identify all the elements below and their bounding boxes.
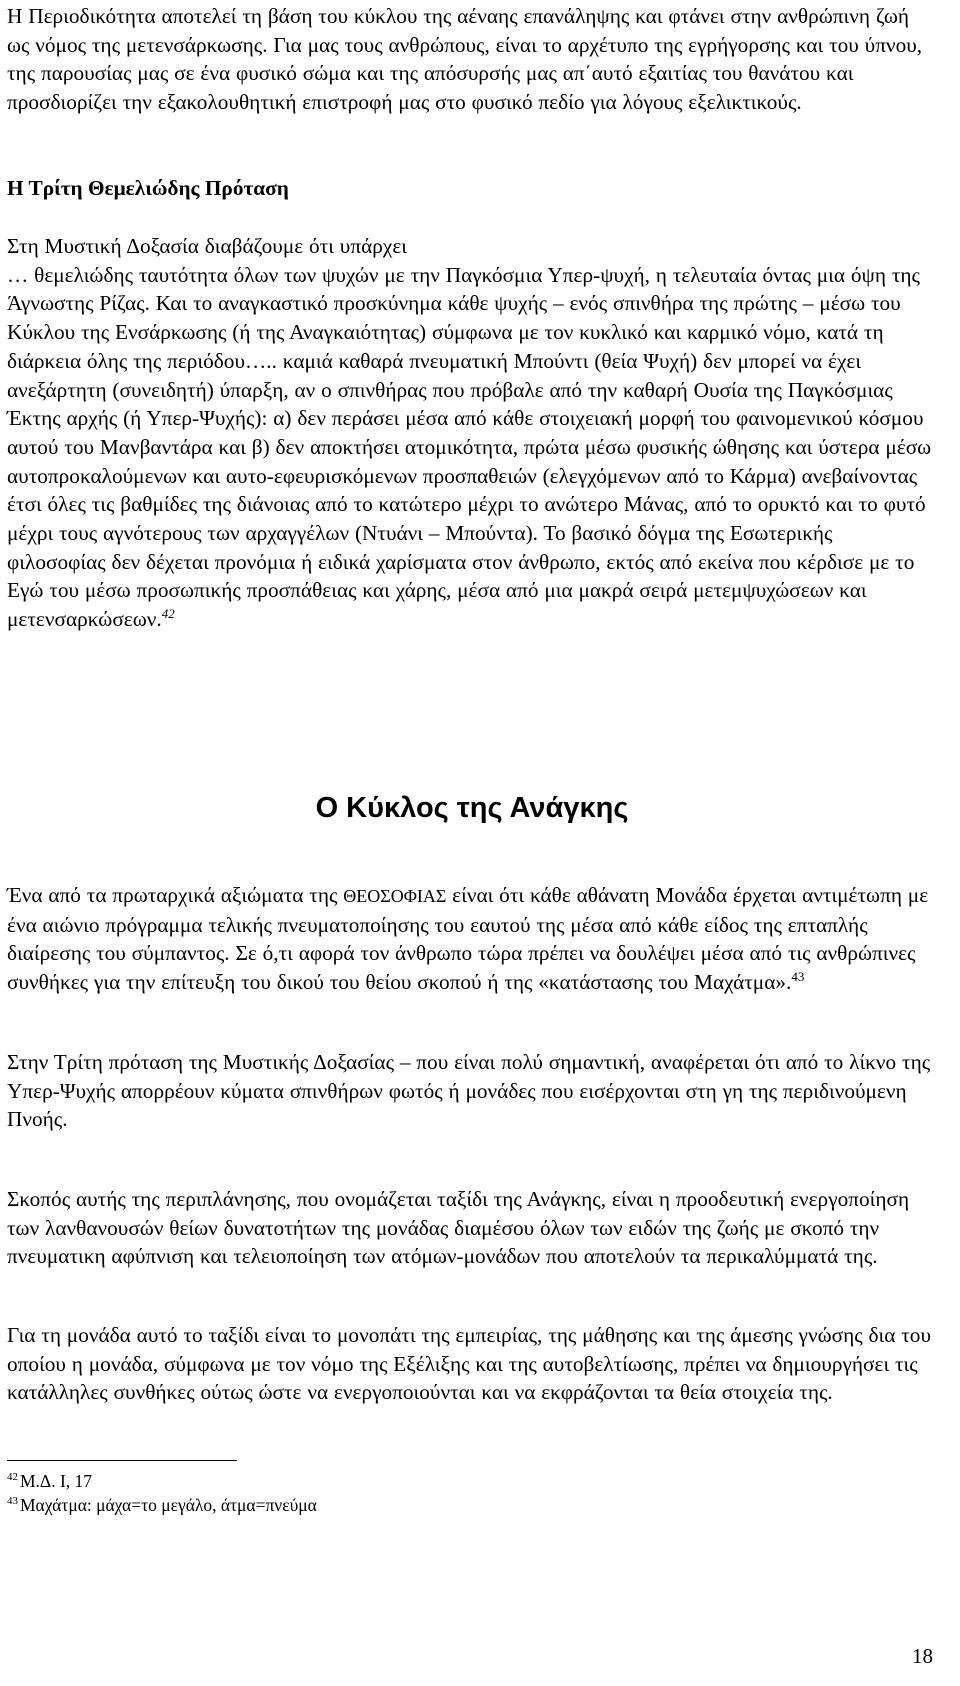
footnote-42 bbox=[7, 1470, 92, 1492]
footnote-text: Μ.Δ. Ι, 17 bbox=[20, 1471, 93, 1491]
paragraph-theosophy-axiom bbox=[7, 881, 937, 997]
paragraph-third-proposition: Στην Τρίτη πρόταση της Μυστικής Δοξασίας – που είναι πολύ σημαντική, αναφέρεται ότι από το λίκνο της Υπερ-Ψυχής απορρέουν κύματα σπινθήρων φωτός ή μονάδες που εισέρχονται στη γη της περιδινούμενη Πνοής. bbox=[7, 1050, 931, 1132]
paragraph-secret-doctrine-quote bbox=[7, 232, 937, 634]
quote-body: … θεμελιώδης ταυτότητα όλων των ψυχών με την Παγκόσμια Υπερ-ψυχή, η τελευταία όντας μια όψη της Άγνωστης Ρίζας. Και το αναγκαστικό προσκύνημα κάθε ψυχής – ενός σπινθήρα της πρώτης – μέσω του Κύκλου της Ενσάρκωσης (ή της Αναγκαιότητας) σύμφωνα με τον κυκλικό και καρμικό νόμο, κατά τη διάρκεια όλης της περιόδου….. καμιά καθαρά πνευματική Μπούντι (θεία Ψυχή) δεν μπορεί να έχει ανεξάρτητη (συνειδητή) ύπαρξη, αν ο σπινθήρας που πρόβαλε από την καθαρή Ουσία της Παγκόσμιας Έκτης αρχής (ή Υπερ-Ψυχής): α) δεν περάσει μέσα από κάθε στοιχειακή μορφή του φαινομενικού κόσμου αυτού του Μανβαντάρα και β) δεν αποκτήσει ατομικότητα, πρώτα μέσω φυσικής ώθησης και ύστερα μέσω αυτοπροκαλούμενων και αυτο-εφευρισκόμενων προσπαθειών (ελεγχόμενων από το Κάρμα) ανεβαίνοντας έτσι όλες τις βαθμίδες της διάνοιας από το κατώτερο μέχρι το ανώτερο Μάνας, από το ορυκτό και το φυτό μέχρι τους αγνότερους των αρχαγγέλων (Ντυάνι – Μπούντα). Το βασικό δόγμα της Εσωτερικής φιλοσοφίας δεν δέχεται προνόμια ή ειδικά χαρίσματα στον άνθρωπο, εκτός από εκείνα που κέρδισε με το Εγώ του μέσω προσωπικής προσπάθειας και χάρης, μέσα από μια μακρά σειρά μετεμψυχώσεων και μετενσαρκώσεων. bbox=[7, 262, 932, 632]
text-segment: είναι ότι κάθε αθάνατη Μονάδα έρχεται αντιμέτωπη με ένα αιώνιο πρόγραμμα τελικής πνευματοποίησης του εαυτού της μέσα από κάθε είδος της επταπλής διαίρεσης του σύμπαντος. Σε ό,τι αφορά τον άνθρωπο τώρα πρέπει να δουλέψει μέσα από τις ανθρώπινες συνθήκες για την επίτευξη του δικού του θείου σκοπού ή της «κατάστασης του Μαχάτμα». bbox=[7, 883, 929, 995]
footnote-ref-43[interactable]: 43 bbox=[791, 969, 805, 985]
paragraph-path-of-experience: Για τη μονάδα αυτό το ταξίδι είναι το μονοπάτι της εμπειρίας, της μάθησης και της άμεσης γνώσης δια του οποίου η μονάδα, σύμφωνα με τον νόμο της Εξέλιξης και της αυτοβελτίωσης, πρέπει να δημιουργήσει τις κατάλληλες συνθήκες ούτως ώστε να ενεργοποιούνται και να εκφράζονται τα θεία στοιχεία της. bbox=[7, 1323, 931, 1405]
paragraph-periodicity: Η Περιοδικότητα αποτελεί τη βάση του κύκλου της αέναης επανάληψης και φτάνει στην ανθρώπινη ζωή ως νόμος της μετενσάρκωσης. Για μας τους ανθρώπους, είναι το αρχέτυπο της εγρήγορσης και του ύπνου, της παρουσίας μας σε ένα φυσικό σώμα και της απόσυρσής μας απ΄αυτό εξαιτίας του θανάτου και προσδιορίζει την εξακολουθητική επιστροφή μας στο φυσικό πεδίο για λόγους εξελικτικούς. bbox=[7, 4, 923, 115]
footnote-number: 42 bbox=[7, 1471, 18, 1484]
footnote-number: 43 bbox=[7, 1495, 18, 1508]
page-number: 18 bbox=[912, 1644, 933, 1668]
footnote-divider bbox=[7, 1460, 237, 1461]
section-heading-third-proposition: Η Τρίτη Θεμελιώδης Πρόταση bbox=[7, 176, 289, 200]
chapter-heading-cycle-of-necessity: Ο Κύκλος της Ανάγκης bbox=[315, 792, 629, 824]
paragraph-journey-purpose: Σκοπός αυτής της περιπλάνησης, που ονομάζεται ταξίδι της Ανάγκης, είναι η προοδευτική ενεργοποίηση των λανθανουσών θείων δυνατοτήτων της μονάδας διαμέσου όλων των ειδών της ζωής με σκοπό την πνευματικη αφύπνιση και τελειοποίηση των ατόμων-μονάδων που αποτελούν τα περικαλύμματά της. bbox=[7, 1187, 910, 1269]
footnote-ref-42[interactable]: 42 bbox=[161, 606, 175, 622]
theosophy-term: ΘΕΟΣΟΦΙΑΣ bbox=[343, 886, 447, 906]
footnote-43 bbox=[7, 1494, 317, 1516]
footnote-text: Μαχάτμα: μάχα=το μεγάλο, άτμα=πνεύμα bbox=[20, 1495, 317, 1515]
quote-intro: Στη Μυστική Δοξασία διαβάζουμε ότι υπάρχει bbox=[7, 234, 407, 258]
text-segment: Ένα από τα πρωταρχικά αξιώματα της bbox=[7, 883, 344, 907]
